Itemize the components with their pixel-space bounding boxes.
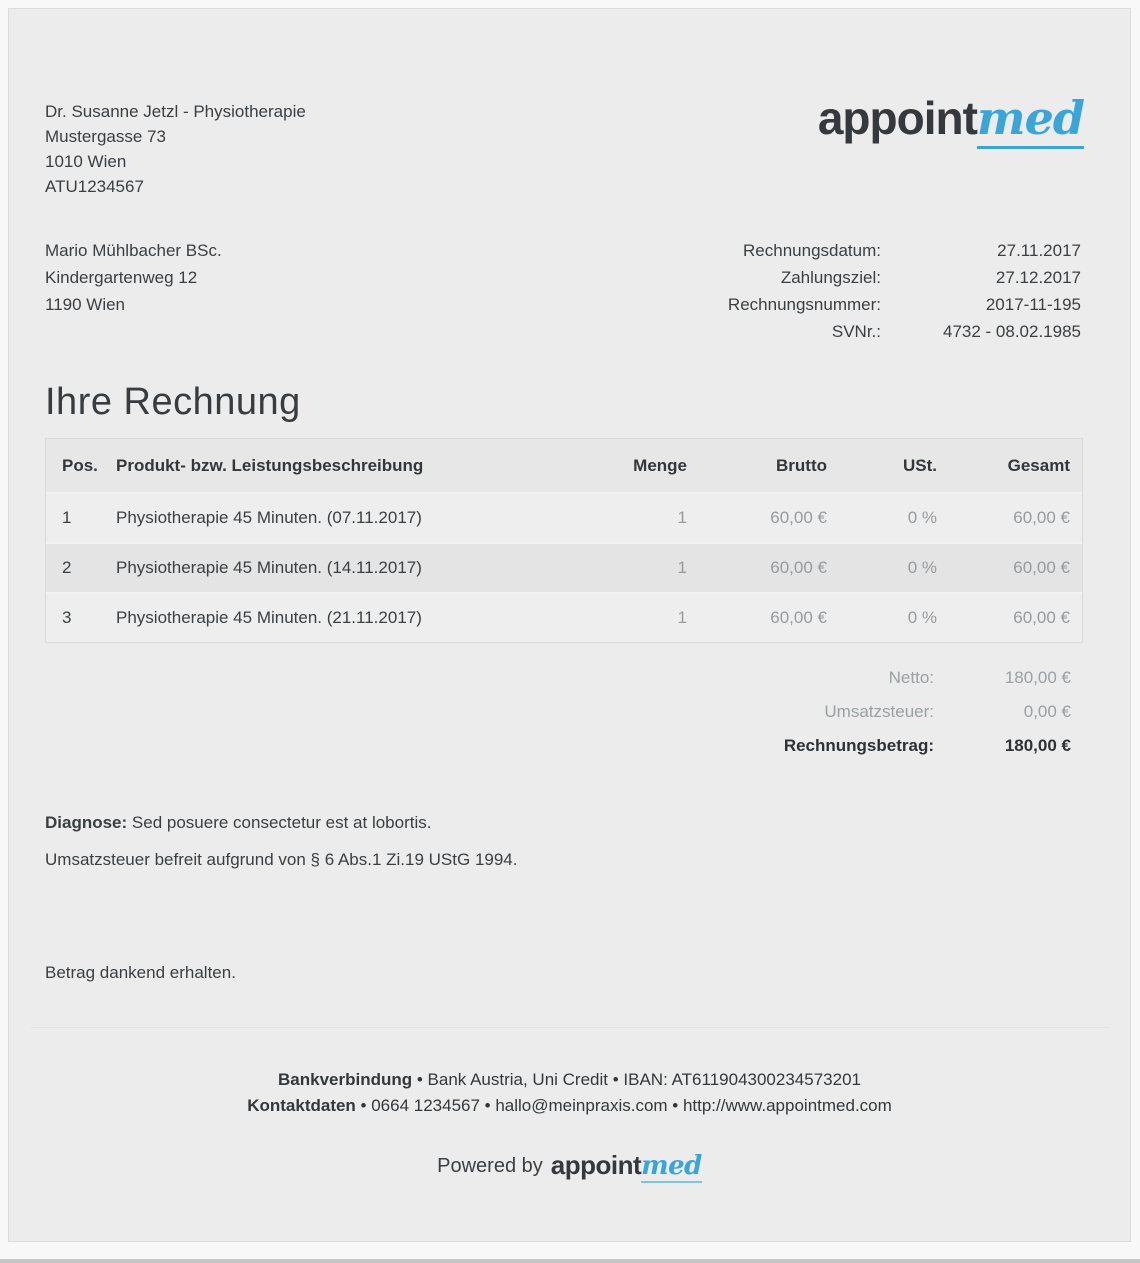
recipient-city: 1190 Wien [45, 295, 126, 314]
logo-text-med: med [977, 91, 1084, 149]
contact-details-line [9, 1093, 1130, 1119]
row-vat: 0 % [907, 558, 937, 577]
row-gross: 60,00 € [770, 558, 827, 577]
totals-net-row [45, 661, 1071, 695]
recipient-name: Mario Mühlbacher BSc. [45, 241, 222, 260]
row-pos: 1 [62, 508, 72, 527]
logo-text-appoint: appoint [550, 1150, 642, 1180]
recipient-address-block [45, 237, 222, 318]
sender-name: Dr. Susanne Jetzl - Physiotherapie [45, 102, 306, 121]
appointmed-logo [818, 91, 1084, 145]
row-pos: 2 [62, 558, 72, 577]
invoice-page [8, 8, 1131, 1242]
tax-exemption-note: Umsatzsteuer befreit aufgrund von § 6 Abs.1 Zi.19 UStG 1994. [45, 850, 518, 869]
contact-details-text: • 0664 1234567 • hallo@meinpraxis.com • http://www.appointmed.com [355, 1096, 892, 1115]
row-gross: 60,00 € [770, 608, 827, 627]
totals-grand-row [45, 729, 1071, 763]
row-description: Physiotherapie 45 Minuten. (07.11.2017) [116, 508, 422, 527]
totals-vat-row [45, 695, 1071, 729]
grand-total-label: Rechnungsbetrag: [783, 736, 934, 755]
powered-by-line [9, 1150, 1130, 1181]
header-gross: Brutto [776, 455, 827, 475]
row-quantity: 1 [677, 558, 687, 577]
table-row [46, 592, 1082, 642]
invoice-items-table [45, 438, 1083, 643]
appointmed-logo-small [551, 1150, 702, 1180]
sender-vat-id: ATU1234567 [45, 177, 144, 196]
vat-label: Umsatzsteuer: [824, 702, 934, 721]
bank-details-label: Bankverbindung [278, 1070, 413, 1089]
header-vat: USt. [903, 455, 937, 475]
due-date-value: 27.12.2017 [995, 268, 1081, 287]
row-total: 60,00 € [1013, 558, 1070, 577]
net-value: 180,00 € [1004, 668, 1071, 687]
table-row [46, 492, 1082, 542]
row-description: Physiotherapie 45 Minuten. (21.11.2017) [116, 608, 422, 627]
logo-text-med: med [641, 1151, 702, 1181]
bank-details-text: • Bank Austria, Uni Credit • IBAN: AT611904300234573201 [412, 1070, 861, 1089]
meta-row-due-date [631, 264, 1081, 291]
footer-block [9, 1067, 1130, 1119]
totals-block [45, 661, 1083, 763]
window-bottom-edge [0, 1259, 1140, 1263]
row-total: 60,00 € [1013, 508, 1070, 527]
due-date-label: Zahlungsziel: [780, 268, 881, 287]
svnr-label: SVNr.: [831, 322, 881, 341]
header-description: Produkt- bzw. Leistungsbeschreibung [116, 455, 424, 475]
invoice-date-value: 27.11.2017 [997, 241, 1081, 260]
row-pos: 3 [62, 608, 72, 627]
invoice-date-label: Rechnungsdatum: [743, 241, 881, 260]
powered-by-text: Powered by [437, 1155, 543, 1177]
bank-details-line [9, 1067, 1130, 1093]
sender-address-block [45, 99, 306, 199]
net-label: Netto: [888, 668, 934, 687]
sender-street: Mustergasse 73 [45, 127, 166, 146]
sender-city: 1010 Wien [45, 152, 127, 171]
invoice-number-label: Rechnungsnummer: [727, 295, 881, 314]
contact-details-label: Kontaktdaten [247, 1096, 356, 1115]
thanks-note: Betrag dankend erhalten. [45, 963, 236, 982]
row-vat: 0 % [907, 508, 937, 527]
recipient-street: Kindergartenweg 12 [45, 268, 198, 287]
header-quantity: Menge [633, 455, 687, 475]
row-total: 60,00 € [1013, 608, 1070, 627]
meta-row-svnr [631, 318, 1081, 345]
diagnosis-label: Diagnose: [45, 813, 128, 832]
row-vat: 0 % [907, 608, 937, 627]
row-quantity: 1 [677, 608, 687, 627]
header-total: Gesamt [1007, 455, 1070, 475]
table-row [46, 542, 1082, 592]
meta-row-invoice-number [631, 291, 1081, 318]
page-title: Ihre Rechnung [45, 381, 301, 423]
logo-text-appoint: appoint [817, 92, 977, 144]
invoice-number-value: 2017-11-195 [985, 295, 1081, 314]
diagnosis-text: Sed posuere consectetur est at lobortis. [127, 813, 432, 832]
table-header-row [46, 439, 1082, 492]
meta-row-invoice-date [631, 237, 1081, 264]
header-pos: Pos. [62, 455, 98, 475]
svnr-value: 4732 - 08.02.1985 [942, 322, 1081, 341]
row-description: Physiotherapie 45 Minuten. (14.11.2017) [116, 558, 422, 577]
row-gross: 60,00 € [770, 508, 827, 527]
grand-total-value: 180,00 € [1004, 736, 1071, 755]
invoice-meta-block [631, 237, 1081, 345]
diagnosis-note [45, 813, 431, 833]
vat-value: 0,00 € [1023, 702, 1071, 721]
row-quantity: 1 [677, 508, 687, 527]
footer-divider [31, 1027, 1110, 1028]
